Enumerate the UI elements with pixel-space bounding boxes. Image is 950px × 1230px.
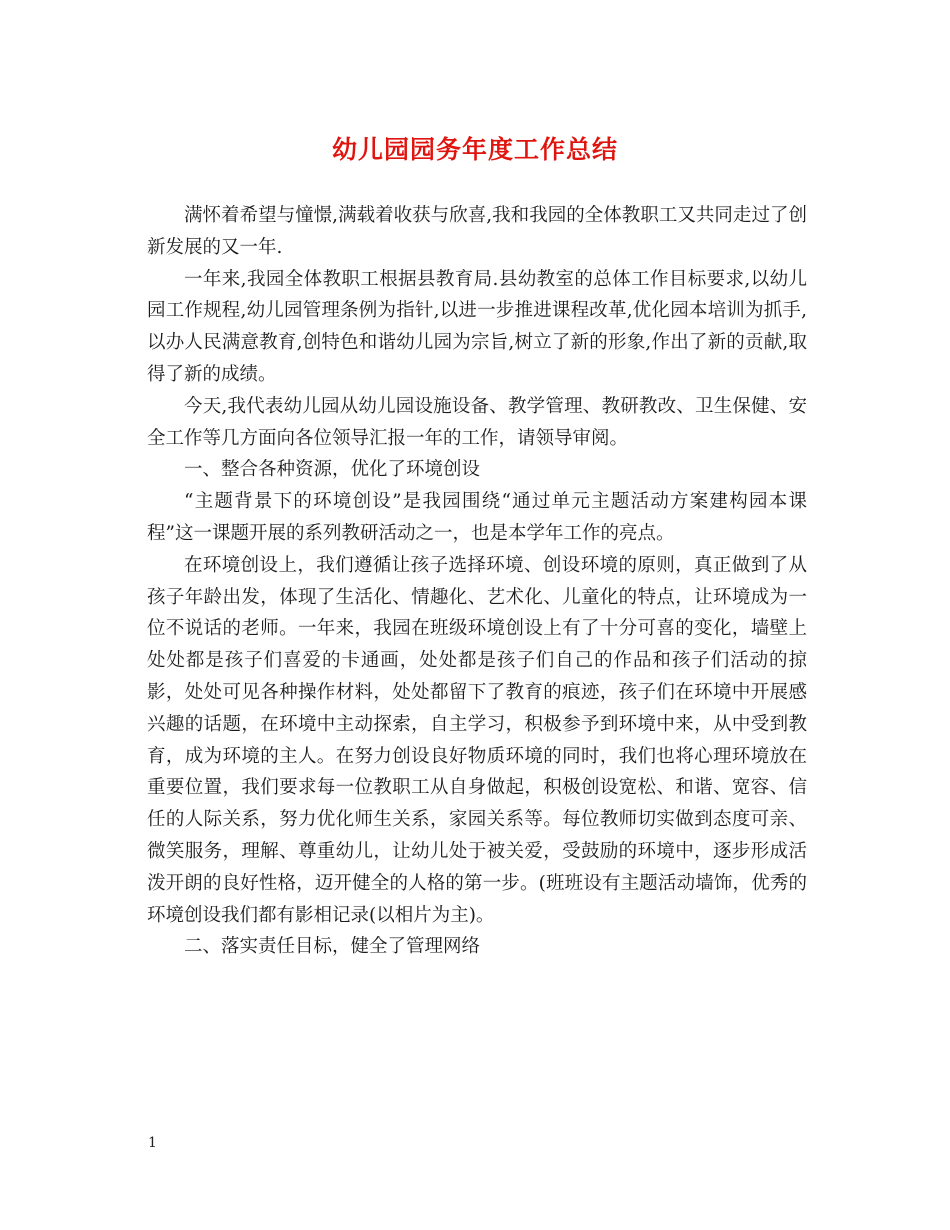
page-number: 1 bbox=[148, 1135, 157, 1151]
paragraph-intro: 满怀着希望与憧憬,满载着收获与欣喜,我和我园的全体教职工又共同走过了创新发展的又一年. bbox=[147, 205, 807, 258]
paragraph-overview: 一年来,我园全体教职工根据县教育局.县幼教室的总体工作目标要求,以幼儿园工作规程,幼儿园管理条例为指针,以进一步推进课程改革,优化园本培训为抓手,以办人民满意教育,创特色和谐幼儿园为宗旨,树立了新的形象,作出了新的贡献,取得了新的成绩。 bbox=[147, 268, 807, 385]
document-body bbox=[147, 200, 807, 963]
section-heading-2: 二、落实责任目标，健全了管理网络 bbox=[184, 936, 481, 958]
paragraph-theme: “主题背景下的环境创设”是我园围绕“通过单元主题活动方案建构园本课程”这一课题开展的系列教研活动之一，也是本学年工作的亮点。 bbox=[147, 491, 807, 544]
section-heading-1: 一、整合各种资源，优化了环境创设 bbox=[184, 459, 481, 481]
document-title: 幼儿园园务年度工作总结 bbox=[331, 135, 618, 164]
paragraph-report: 今天,我代表幼儿园从幼儿园设施设备、教学管理、教研教改、卫生保健、安全工作等几方面向各位领导汇报一年的工作，请领导审阅。 bbox=[147, 395, 807, 449]
paragraph-environment: 在环境创设上，我们遵循让孩子选择环境、创设环境的原则，真正做到了从孩子年龄出发，体现了生活化、情趣化、艺术化、儿童化的特点，让环境成为一位不说话的老师。一年来，我园在班级环境创设上有了十分可喜的变化，墙壁上处处都是孩子们喜爱的卡通画，处处都是孩子们自己的作品和孩子们活动的掠影，处处可见各种操作材料，处处都留下了教育的痕迹，孩子们在环境中开展感兴趣的话题，在环境中主动探索，自主学习，积极参予到环境中来，从中受到教育，成为环境的主人。在努力创设良好物质环境的同时，我们也将心理环境放在重要位置，我们要求每一位教职工从自身做起，积极创设宽松、和谐、宽容、信任的人际关系，努力优化师生关系，家园关系等。每位教师切实做到态度可亲、微笑服务，理解、尊重幼儿，让幼儿处于被关爱，受鼓励的环境中，逐步形成活泼开朗的良好性格，迈开健全的人格的第一步。(班班设有主题活动墙饰，优秀的环境创设我们都有影相记录(以相片为主)。 bbox=[147, 554, 807, 926]
